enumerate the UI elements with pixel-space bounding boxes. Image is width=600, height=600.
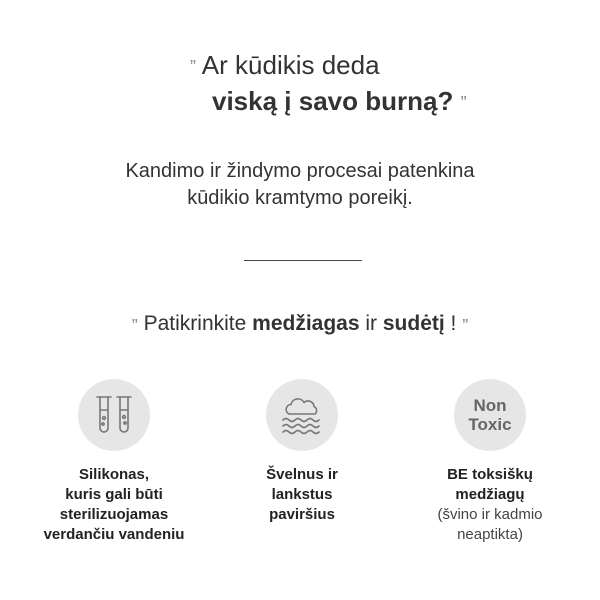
- feature-silicone-title: Silikonas, kuris gali būti sterilizuojamas verdančiu vandeniu: [43, 466, 185, 543]
- non-toxic-badge-icon: [454, 379, 526, 451]
- feature-soft-surface: [222, 379, 382, 525]
- check-part-3: !: [444, 312, 457, 335]
- feature-non-toxic-title: BE toksiškų medžiagų: [447, 466, 533, 503]
- intro-text: [0, 158, 600, 212]
- headline-line-1: [190, 50, 380, 80]
- open-quote-mark: ”: [190, 57, 196, 77]
- headline-text-2: viską į savo burną?: [212, 86, 454, 116]
- check-bold-materials: medžiagas: [252, 312, 360, 335]
- check-part-1: Patikrinkite: [143, 312, 253, 335]
- non-toxic-badge-text: Non Toxic: [468, 396, 512, 434]
- test-tubes-icon: [78, 379, 150, 451]
- check-bold-composition: sudėtį: [382, 312, 445, 335]
- close-quote-mark: ”: [460, 93, 467, 113]
- cloud-waves-icon: [266, 379, 338, 451]
- check-close-quote: ”: [462, 316, 469, 336]
- check-materials-line: [0, 310, 600, 338]
- intro-line-2: kūdikio kramtymo poreikį.: [187, 187, 413, 209]
- check-open-quote: ”: [131, 316, 138, 336]
- check-part-2: ir: [359, 312, 383, 335]
- feature-soft-surface-title: Švelnus ir lankstus paviršius: [266, 466, 338, 523]
- headline-text-1: Ar kūdikis deda: [201, 50, 380, 80]
- feature-silicone: [34, 379, 194, 545]
- intro-line-1: Kandimo ir žindymo procesai patenkina: [125, 160, 475, 182]
- feature-non-toxic-subtitle: (švino ir kadmio neaptikta): [437, 506, 543, 543]
- section-divider: [244, 260, 362, 261]
- feature-non-toxic: [410, 379, 570, 545]
- headline-line-2: [212, 86, 467, 116]
